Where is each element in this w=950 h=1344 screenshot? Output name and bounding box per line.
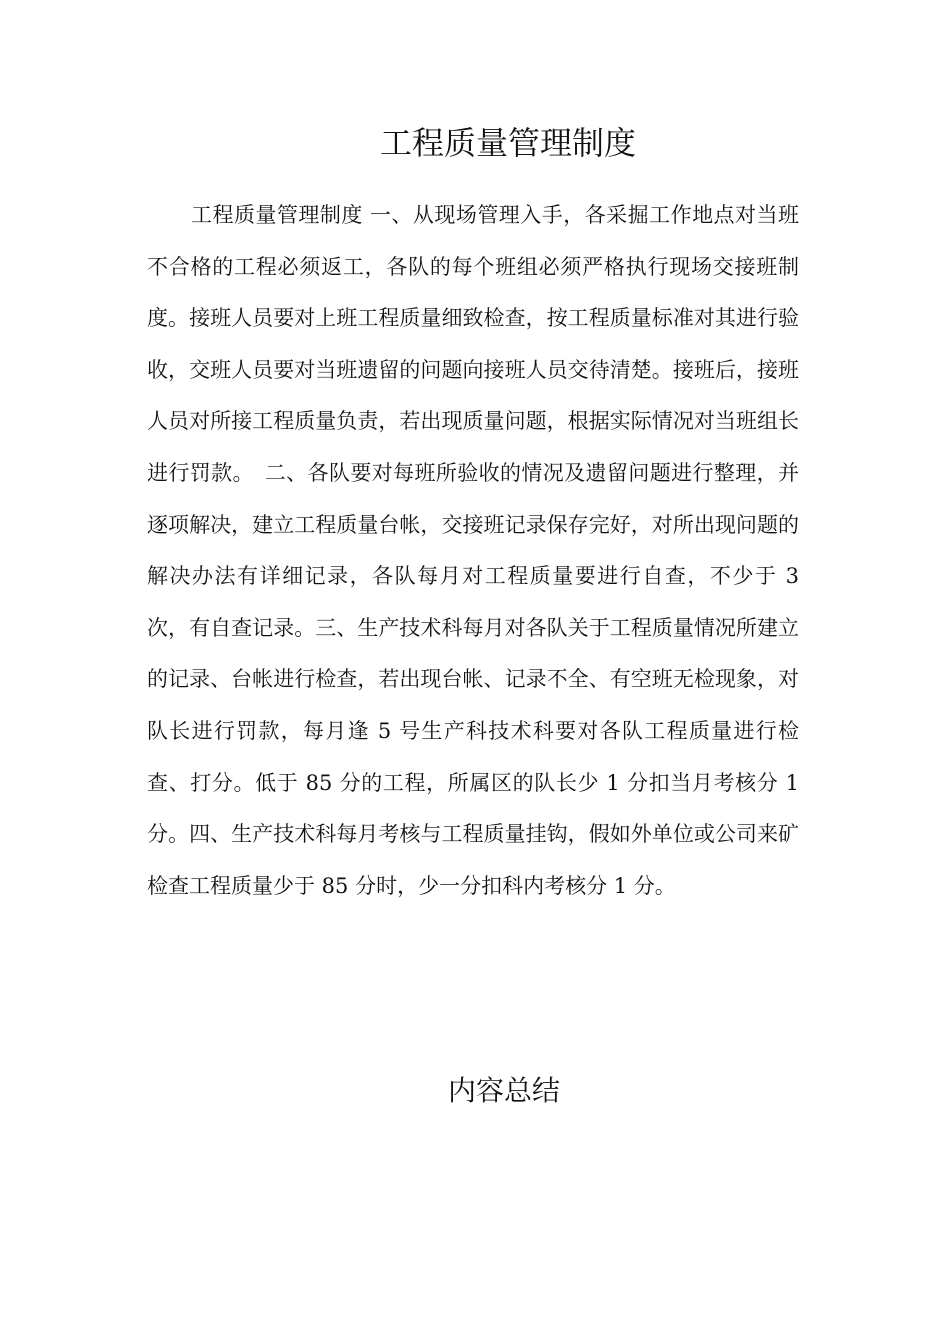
document-body: 工程质量管理制度 一、从现场管理入手，各采掘工作地点对当班不合格的工程必须返工，各队的每个班组必须严格执行现场交接班制度。接班人员要对上班工程质量细致检查，按工程质量标准对其进行验收，交班人员要对当班遗留的问题向接班人员交待清楚。接班后，接班人员对所接工程质量负责，若出现质量问题，根据实际情况对当班组长进行罚款。 二、各队要对每班所验收的情况及遗留问题进行整理，并逐项解决，建立工程质量台帐，交接班记录保存完好，对所出现问题的解决办法有详细记录，各队每月对工程质量要进行自查，不少于 3 次，有自查记录。三、生产技术科每月对各队关于工程质量情况所建立的记录、台帐进行检查，若出现台帐、记录不全、有空班无检现象，对队长进行罚款，每月逢 5 号生产科技术科要对各队工程质量进行检查、打分。低于 85 分的工程，所属区的队长少 1 分扣当月考核分 1 分。四、生产技术科每月考核与工程质量挂钩，假如外单位或公司来矿检查工程质量少于 85 分时，少一分扣科内考核分 1 分。	[147, 203, 799, 898]
document-title: 工程质量管理制度	[379, 124, 636, 162]
summary-heading: 内容总结	[447, 1074, 560, 1107]
